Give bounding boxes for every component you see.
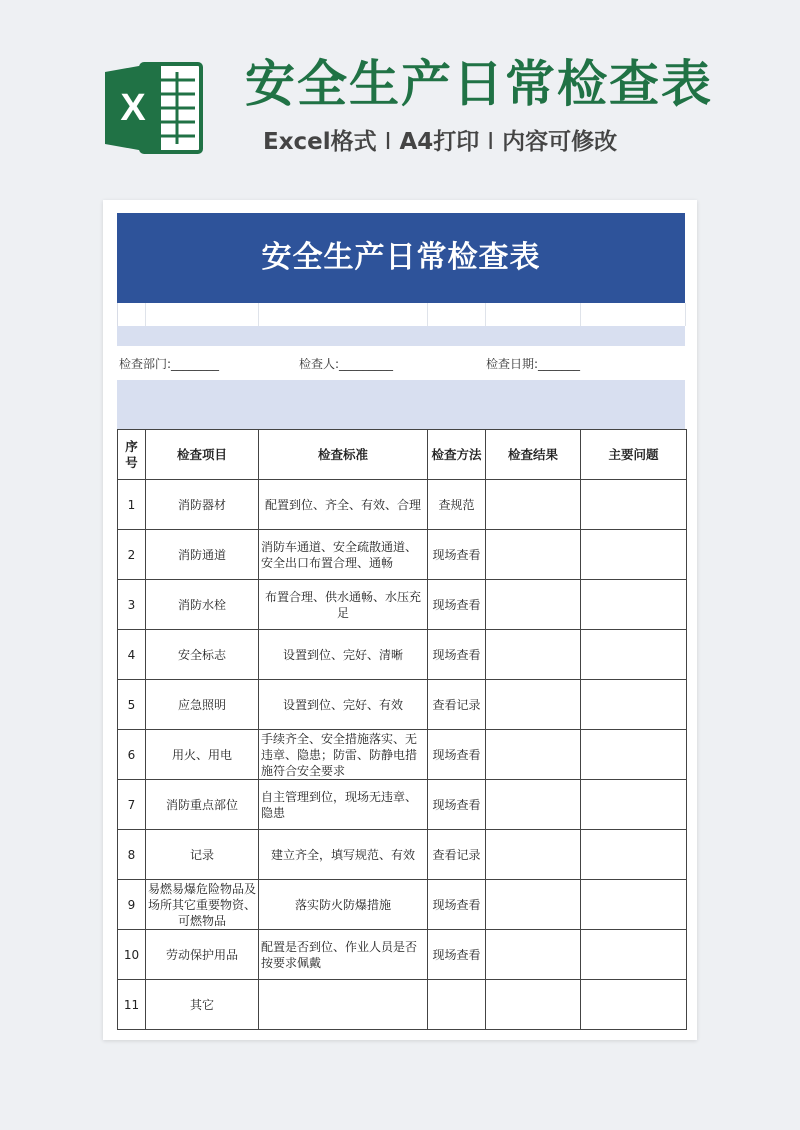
cell-standard: 配置到位、齐全、有效、合理 — [259, 480, 428, 530]
cell-no: 10 — [118, 930, 146, 980]
cell-standard: 手续齐全、安全措施落实、无违章、隐患；防雷、防静电措施符合安全要求 — [259, 730, 428, 780]
table-row — [118, 730, 687, 780]
cell-no: 4 — [118, 630, 146, 680]
spreadsheet-preview — [103, 200, 697, 1040]
cell-problem[interactable] — [581, 780, 687, 830]
cell-standard: 落实防火防爆措施 — [259, 880, 428, 930]
cell-item: 消防重点部位 — [146, 780, 259, 830]
svg-text:X: X — [120, 87, 146, 129]
cell-problem[interactable] — [581, 530, 687, 580]
inspection-info-row — [117, 350, 685, 378]
cell-standard: 设置到位、完好、清晰 — [259, 630, 428, 680]
cell-method: 现场查看 — [428, 530, 486, 580]
blank-cell — [146, 303, 259, 326]
cell-item: 应急照明 — [146, 680, 259, 730]
blank-cell — [118, 303, 146, 326]
cell-no: 6 — [118, 730, 146, 780]
date-label: 检查日期: — [486, 357, 539, 371]
cell-problem[interactable] — [581, 480, 687, 530]
cell-standard: 布置合理、供水通畅、水压充足 — [259, 580, 428, 630]
cell-item: 消防器材 — [146, 480, 259, 530]
cell-no: 9 — [118, 880, 146, 930]
dept-field[interactable] — [119, 350, 219, 378]
cell-method: 现场查看 — [428, 630, 486, 680]
date-blank: _______ — [538, 357, 581, 371]
cell-item: 劳动保护用品 — [146, 930, 259, 980]
cell-problem[interactable] — [581, 980, 687, 1030]
subtitle-separator: I — [384, 129, 392, 155]
cell-result[interactable] — [486, 930, 581, 980]
subtitle-format: Excel格式 — [263, 129, 377, 155]
excel-icon — [103, 60, 203, 156]
blank-cell — [581, 303, 686, 326]
dept-blank: ________ — [171, 357, 220, 371]
cell-problem[interactable] — [581, 580, 687, 630]
cell-method: 查规范 — [428, 480, 486, 530]
cell-item: 安全标志 — [146, 630, 259, 680]
sheet-title-banner: 安全生产日常检查表 — [117, 213, 685, 303]
cell-problem[interactable] — [581, 930, 687, 980]
cell-result[interactable] — [486, 680, 581, 730]
shaded-band — [117, 326, 685, 346]
cell-standard[interactable] — [259, 980, 428, 1030]
column-header-problem: 主要问题 — [581, 430, 687, 480]
cell-problem[interactable] — [581, 880, 687, 930]
inspection-table — [117, 429, 687, 1030]
blank-cell — [428, 303, 486, 326]
subtitle-print: A4打印 — [399, 129, 480, 155]
table-row — [118, 880, 687, 930]
page-subtitle — [263, 126, 783, 158]
column-header-item: 检查项目 — [146, 430, 259, 480]
date-field[interactable] — [486, 350, 580, 378]
dept-label: 检查部门: — [119, 357, 172, 371]
table-row — [118, 830, 687, 880]
shaded-band — [117, 380, 685, 429]
table-row — [118, 530, 687, 580]
table-row — [118, 680, 687, 730]
column-header-method: 检查方法 — [428, 430, 486, 480]
inspector-label: 检查人: — [299, 357, 340, 371]
cell-result[interactable] — [486, 980, 581, 1030]
cell-item: 消防通道 — [146, 530, 259, 580]
cell-method: 现场查看 — [428, 780, 486, 830]
cell-method: 查看记录 — [428, 680, 486, 730]
cell-result[interactable] — [486, 480, 581, 530]
cell-method: 现场查看 — [428, 730, 486, 780]
subtitle-editable: 内容可修改 — [502, 129, 618, 155]
table-row — [118, 930, 687, 980]
cell-result[interactable] — [486, 580, 581, 630]
cell-item: 用火、用电 — [146, 730, 259, 780]
table-row — [118, 980, 687, 1030]
cell-no: 11 — [118, 980, 146, 1030]
blank-spacer-row — [117, 303, 686, 326]
inspector-blank: _________ — [339, 357, 394, 371]
cell-item: 记录 — [146, 830, 259, 880]
table-row — [118, 630, 687, 680]
table-row — [118, 580, 687, 630]
cell-problem[interactable] — [581, 830, 687, 880]
cell-no: 5 — [118, 680, 146, 730]
cell-item: 消防水栓 — [146, 580, 259, 630]
cell-method[interactable] — [428, 980, 486, 1030]
blank-cell — [486, 303, 581, 326]
cell-standard: 配置是否到位、作业人员是否按要求佩戴 — [259, 930, 428, 980]
cell-standard: 消防车通道、安全疏散通道、安全出口布置合理、通畅 — [259, 530, 428, 580]
cell-item: 易燃易爆危险物品及场所其它重要物资、可燃物品 — [146, 880, 259, 930]
cell-result[interactable] — [486, 830, 581, 880]
table-row — [118, 480, 687, 530]
blank-cell — [259, 303, 428, 326]
cell-standard: 自主管理到位，现场无违章、隐患 — [259, 780, 428, 830]
cell-no: 1 — [118, 480, 146, 530]
table-row — [118, 780, 687, 830]
cell-method: 现场查看 — [428, 930, 486, 980]
cell-result[interactable] — [486, 530, 581, 580]
subtitle-separator: I — [487, 129, 495, 155]
cell-result[interactable] — [486, 780, 581, 830]
cell-result[interactable] — [486, 880, 581, 930]
cell-problem[interactable] — [581, 630, 687, 680]
cell-no: 2 — [118, 530, 146, 580]
cell-standard: 设置到位、完好、有效 — [259, 680, 428, 730]
cell-method: 查看记录 — [428, 830, 486, 880]
column-header-no: 序号 — [118, 430, 146, 480]
cell-problem[interactable] — [581, 730, 687, 780]
cell-method: 现场查看 — [428, 880, 486, 930]
cell-result[interactable] — [486, 630, 581, 680]
page-title: 安全生产日常检查表 — [245, 55, 713, 113]
cell-method: 现场查看 — [428, 580, 486, 630]
cell-no: 7 — [118, 780, 146, 830]
page-header — [0, 0, 800, 200]
cell-standard: 建立齐全，填写规范、有效 — [259, 830, 428, 880]
cell-item: 其它 — [146, 980, 259, 1030]
column-header-standard: 检查标准 — [259, 430, 428, 480]
column-header-result: 检查结果 — [486, 430, 581, 480]
table-header-row — [118, 430, 687, 480]
cell-problem[interactable] — [581, 680, 687, 730]
inspector-field[interactable] — [299, 350, 393, 378]
cell-no: 3 — [118, 580, 146, 630]
cell-result[interactable] — [486, 730, 581, 780]
cell-no: 8 — [118, 830, 146, 880]
